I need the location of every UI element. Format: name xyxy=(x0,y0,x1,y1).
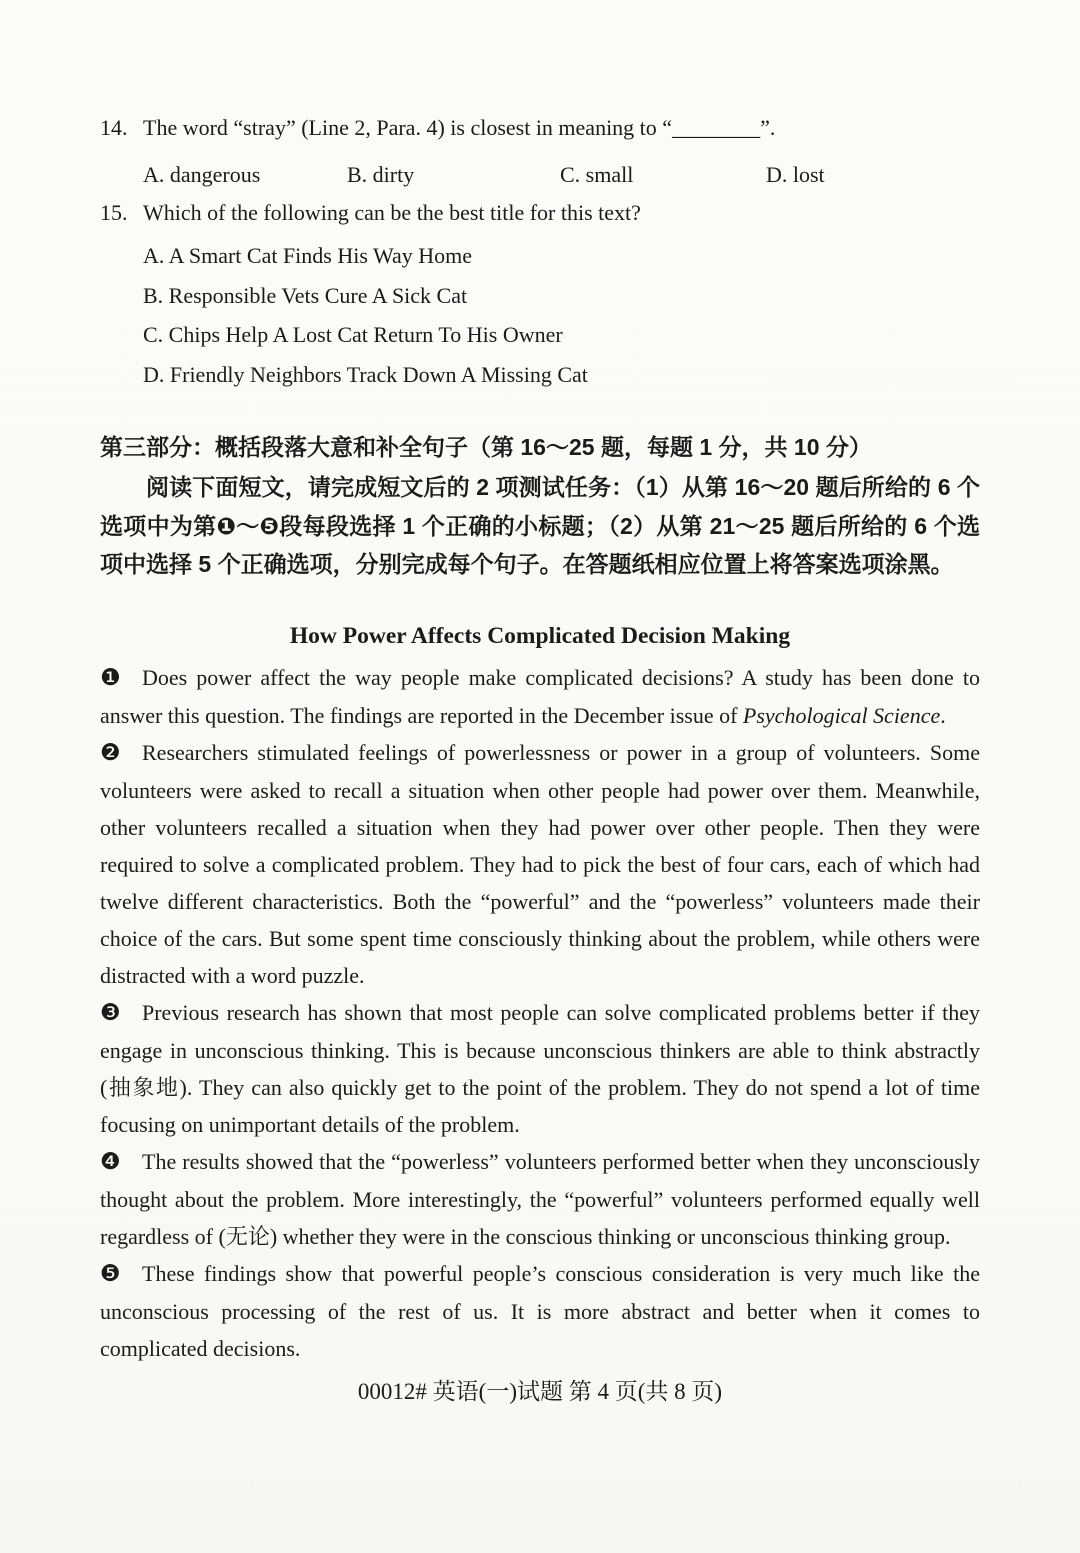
paragraph-1-text: Does power affect the way people make complicated decisions? A study has been done to answer this question. The findings are reported in the December issue of xyxy=(100,664,980,728)
paragraph-1-text-end: . xyxy=(940,702,946,728)
paragraph-4-marker-icon: ❹ xyxy=(100,1148,121,1175)
question-14-text: The word “stray” (Line 2, Para. 4) is closest in meaning to “________”. xyxy=(143,115,776,140)
paragraph-5-text: These findings show that powerful people’s conscious consideration is very much like the unconscious processing of the rest of us. It is more abstract and better when it comes to complicated decisions. xyxy=(100,1260,980,1361)
paragraph-2-text: Researchers stimulated feelings of powerlessness or power in a group of volunteers. Some volunteers were asked to recall a situation when other people had power over them. Meanwhile, other volunteers recalled a situation when they had power over other people. Then they were required to solve a complicated problem. They had to pick the best of four cars, each of which had twelve different characteristics. Both the “powerful” and the “powerless” volunteers made their choice of the cars. But some spent time consciously thinking about the problem, while others were distracted with a word puzzle. xyxy=(100,739,980,988)
question-15 xyxy=(100,198,980,228)
passage-paragraph-2 xyxy=(100,734,980,994)
section-3-instructions: 阅读下面短文，请完成短文后的 2 项测试任务：（1）从第 16～20 题后所给的 6 个选项中为第❶～❺段每段选择 1 个正确的小标题；（2）从第 21～25 题后所给的 6 个选项中选择 5 个正确选项，分别完成每个句子。在答题纸相应位置上将答案选项涂黑。 xyxy=(100,474,980,577)
passage-paragraph-5 xyxy=(100,1255,980,1367)
question-14-option-a: A. dangerous xyxy=(143,162,261,187)
paragraph-1-journal-name: Psychological Science xyxy=(742,702,941,728)
question-14-number: 14. xyxy=(100,115,128,140)
question-15-option-c: C. Chips Help A Lost Cat Return To His Owner xyxy=(143,322,563,347)
passage-paragraph-4 xyxy=(100,1143,980,1255)
question-15-option-b: B. Responsible Vets Cure A Sick Cat xyxy=(143,282,468,308)
question-14-option-b: B. dirty xyxy=(347,162,415,187)
passage-paragraph-1 xyxy=(100,659,980,734)
question-15-option-a: A. A Smart Cat Finds His Way Home xyxy=(143,243,473,268)
section-3-heading: 第三部分：概括段落大意和补全句子（第 16～25 题，每题 1 分，共 10 分） xyxy=(100,434,872,460)
question-14 xyxy=(100,0,980,143)
paragraph-2-marker-icon: ❷ xyxy=(100,739,121,766)
page-footer: 00012# 英语(一)试题 第 4 页(共 8 页) xyxy=(357,1378,723,1404)
question-15-option-d: D. Friendly Neighbors Track Down A Missing Cat xyxy=(143,361,588,387)
question-14-option-c: C. small xyxy=(560,162,634,187)
question-14-options xyxy=(100,160,980,190)
question-15-text: Which of the following can be the best title for this text? xyxy=(143,200,641,225)
question-15-options xyxy=(100,236,980,394)
paragraph-1-marker-icon: ❶ xyxy=(100,664,121,691)
paragraph-5-marker-icon: ❺ xyxy=(100,1260,121,1287)
paragraph-3-text: Previous research has shown that most people can solve complicated problems better if they engage in unconscious thinking. This is because unconscious thinkers are able to think abstractly (抽象地). They can also quickly get to the point of the problem. They do not spend a lot of time focusing on unimportant details of the problem. xyxy=(100,999,980,1137)
question-15-number: 15. xyxy=(100,200,128,225)
passage-title: How Power Affects Complicated Decision Making xyxy=(289,622,791,649)
passage-paragraph-3 xyxy=(100,994,980,1143)
passage-body xyxy=(100,659,980,1367)
question-14-option-d: D. lost xyxy=(766,162,825,187)
paragraph-4-text: The results showed that the “powerless” volunteers performed better when they unconsciously thought about the problem. More interestingly, the “powerful” volunteers performed equally well regardless of (无论) whether they were in the conscious thinking or unconscious thinking group. xyxy=(100,1148,980,1249)
paragraph-3-marker-icon: ❸ xyxy=(100,999,121,1026)
